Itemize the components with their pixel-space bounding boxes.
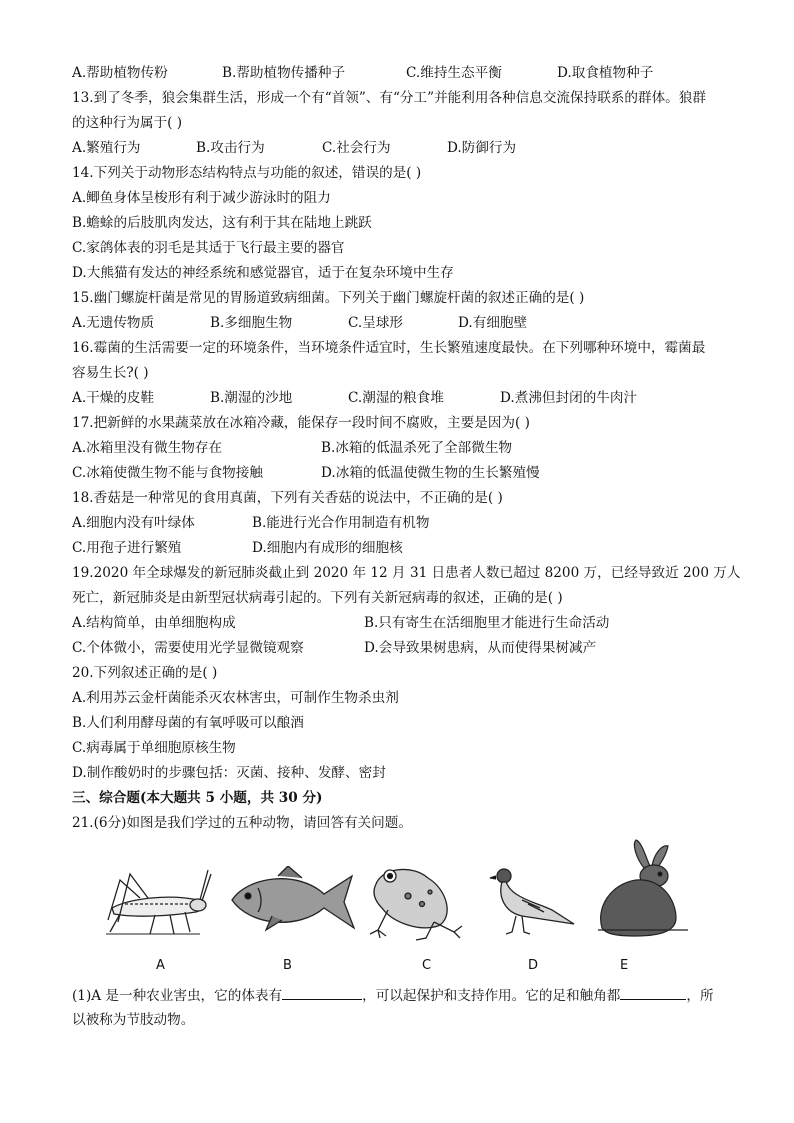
q12-option-d: D.取食植物种子 (557, 65, 654, 81)
q14-option-c: C.家鸽体表的羽毛是其适于飞行最主要的器官 (72, 240, 345, 256)
frog-illustration (368, 860, 464, 942)
pigeon-illustration (482, 864, 580, 942)
figure-label-b: B (283, 958, 292, 973)
q21-sub1-text-2: ，可以起保护和支持作用。它的足和触角都 (362, 988, 621, 1004)
q20-option-d: D.制作酸奶时的步骤包括：灭菌、接种、发酵、密封 (72, 765, 386, 781)
q20-option-a: A.利用苏云金杆菌能杀灭农林害虫，可制作生物杀虫剂 (72, 690, 399, 706)
figure-label-a: A (156, 958, 165, 973)
q19-option-d: D.会导致果树患病，从而使得果树减产 (364, 640, 597, 656)
q18-option-d: D.细胞内有成形的细胞核 (252, 540, 403, 556)
q14-stem: 14.下列关于动物形态结构特点与功能的叙述，错误的是( ) (72, 165, 422, 181)
q16-option-b: B.潮湿的沙地 (210, 390, 293, 406)
q21-sub1-text-3: ，所 (686, 988, 714, 1004)
q19-stem-line1: 19.2020 年全球爆发的新冠肺炎截止到 2020 年 12 月 31 日患者人数已超过 8200 万，已经导致近 200 万人 (72, 565, 741, 581)
q19-stem-line2: 死亡，新冠肺炎是由新型冠状病毒引起的。下列有关新冠病毒的叙述，正确的是( ) (72, 590, 563, 606)
q12-option-b: B.帮助植物传播种子 (222, 65, 346, 81)
q17-stem: 17.把新鲜的水果蔬菜放在冰箱冷藏，能保存一段时间不腐败，主要是因为( ) (72, 415, 530, 431)
q18-option-c: C.用孢子进行繁殖 (72, 540, 182, 556)
rabbit-illustration (592, 838, 696, 942)
figure-label-d: D (528, 958, 539, 973)
q14-option-d: D.大熊猫有发达的神经系统和感觉器官，适于在复杂环境中生存 (72, 265, 454, 281)
section-heading: 三、综合题(本大题共 5 小题，共 30 分) (72, 790, 323, 806)
q20-option-b: B.人们利用酵母菌的有氧呼吸可以酿酒 (72, 715, 304, 731)
figure-label-e: E (620, 958, 629, 973)
q13-option-c: C.社会行为 (322, 140, 391, 156)
q13-option-b: B.攻击行为 (196, 140, 265, 156)
q21-sub1-line1 (72, 985, 714, 1006)
q20-option-c: C.病毒属于单细胞原核生物 (72, 740, 236, 756)
q18-option-b: B.能进行光合作用制造有机物 (252, 515, 430, 531)
q17-option-a: A.冰箱里没有微生物存在 (72, 440, 223, 456)
q16-option-a: A.干燥的皮鞋 (72, 390, 155, 406)
q19-option-c: C.个体微小，需要使用光学显微镜观察 (72, 640, 304, 656)
q18-option-a: A.细胞内没有叶绿体 (72, 515, 195, 531)
q19-option-a: A.结构简单，由单细胞构成 (72, 615, 236, 631)
q16-stem-line2: 容易生长?( ) (72, 365, 149, 381)
q17-option-b: B.冰箱的低温杀死了全部微生物 (321, 440, 513, 456)
q15-stem: 15.幽门螺旋杆菌是常见的胃肠道致病细菌。下列关于幽门螺旋杆菌的叙述正确的是( ) (72, 290, 585, 306)
figure-label-c: C (422, 958, 432, 973)
q12-option-a: A.帮助植物传粉 (72, 65, 168, 81)
q13-option-d: D.防御行为 (447, 140, 517, 156)
q14-option-a: A.鲫鱼身体呈梭形有利于减少游泳时的阻力 (72, 190, 331, 206)
q15-option-c: C.呈球形 (348, 315, 404, 331)
q21-stem: 21.(6分)如图是我们学过的五种动物，请回答有关问题。 (72, 815, 412, 831)
q21-sub1-text-1: (1)A 是一种农业害虫，它的体表有 (72, 988, 283, 1004)
q13-stem-line1: 13.到了冬季，狼会集群生活，形成一个有“首领”、有“分工”并能利用各种信息交流保持联系的群体。狼群 (72, 90, 706, 106)
answer-blank-1[interactable] (282, 985, 362, 1000)
q12-option-c: C.维持生态平衡 (406, 65, 502, 81)
answer-blank-2[interactable] (620, 985, 686, 1000)
q14-option-b: B.蟾蜍的后肢肌肉发达，这有利于其在陆地上跳跃 (72, 215, 372, 231)
q13-stem-line2: 的这种行为属于( ) (72, 115, 183, 131)
fish-illustration (228, 866, 356, 936)
q19-option-b: B.只有寄生在活细胞里才能进行生命活动 (364, 615, 610, 631)
q16-stem-line1: 16.霉菌的生活需要一定的环境条件，当环境条件适宜时，生长繁殖速度最快。在下列哪种环境中，霉菌最 (72, 340, 706, 356)
q17-option-c: C.冰箱使微生物不能与食物接触 (72, 465, 263, 481)
q15-option-b: B.多细胞生物 (210, 315, 293, 331)
q18-stem: 18.香菇是一种常见的食用真菌，下列有关香菇的说法中，不正确的是( ) (72, 490, 503, 506)
q13-option-a: A.繁殖行为 (72, 140, 141, 156)
q16-option-c: C.潮湿的粮食堆 (348, 390, 444, 406)
q20-stem: 20.下列叙述正确的是( ) (72, 665, 218, 681)
q16-option-d: D.煮沸但封闭的牛肉汁 (500, 390, 638, 406)
q15-option-d: D.有细胞壁 (458, 315, 528, 331)
q15-option-a: A.无遗传物质 (72, 315, 155, 331)
q21-sub1-line2: 以被称为节肢动物。 (72, 1012, 195, 1028)
five-animals-figure (100, 838, 700, 978)
grasshopper-illustration (100, 860, 212, 940)
q17-option-d: D.冰箱的低温使微生物的生长繁殖慢 (321, 465, 540, 481)
